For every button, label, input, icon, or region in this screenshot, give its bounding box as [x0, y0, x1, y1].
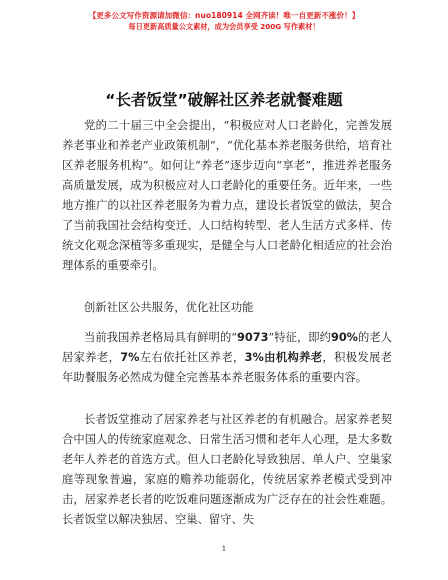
paragraph-3: [62, 328, 392, 388]
paragraph-3-part-3: 的老人居家养老，: [62, 331, 392, 364]
paragraph-3-part-5: ，积极发展老年助餐服务必然成为健全完善基本养老服务体系的重要内容。: [62, 351, 392, 384]
paragraph-3-part-4: 左右依托社区养老，: [139, 351, 245, 364]
paragraph-3-part-1: 当前我国养老格局具有鲜明的“: [84, 331, 238, 344]
page-number: 1: [221, 544, 227, 553]
section-subheading: 创新社区公共服务，优化社区功能: [84, 301, 254, 314]
promo-banner-line-1: 【更多公文写作资源请加微信：nuo180914 全网齐读！唯一自更新不涨价！】: [88, 11, 360, 20]
promo-banner: [0, 10, 448, 32]
promo-banner-line-2: 每日更新高质量公文素材，成为会员享受 200G 写作素材！: [128, 22, 320, 31]
stat-9073: 9073: [237, 331, 269, 344]
stat-3-percent: 3%由机构养老: [244, 351, 323, 364]
paragraph-1-text: 党的二十届三中全会提出，“积极应对人口老龄化，完善发展养老事业和养老产业政策机制”，“优化基本养老服务供给，培育社区养老服务机构”。如何让“养老”逐步迈向“享老”，推进养老服务高质量发展，成为积极应对人口老龄化的重要任务。近年来，一些地方推广的以社区养老服务为着力点，建设长者饭堂的做法，契合了当前我国社会结构变迁、人口结构转型、老人生活方式多样、传统文化观念深植等多重现实，是健全与人口老龄化相适应的社会治理体系的重要牵引。: [62, 119, 392, 272]
stat-7-percent: 7%: [120, 351, 140, 364]
paragraph-3-text: [62, 328, 392, 388]
paragraph-2: [62, 298, 392, 318]
document-title: “长者饭堂”破解社区养老就餐难题: [105, 91, 343, 109]
paragraph-3-part-2: ”特征，即约: [268, 331, 331, 344]
paragraph-4: [62, 410, 392, 530]
paragraph-1: [62, 116, 392, 276]
paragraph-4-text: 长者饭堂推动了居家养老与社区养老的有机融合。居家养老契合中国人的传统家庭观念、日常生活习惯和老年人心理，是大多数老年人养老的首选方式。但人口老龄化导致独居、单人户、空巢家庭等现象普遍，家庭的赡养功能弱化，传统居家养老模式受到冲击，居家养老长者的吃饭难问题逐渐成为广泛存在的社会性难题。长者饭堂以解决独居、空巢、留守、失: [62, 413, 392, 526]
stat-90-percent: 90%: [330, 331, 358, 344]
